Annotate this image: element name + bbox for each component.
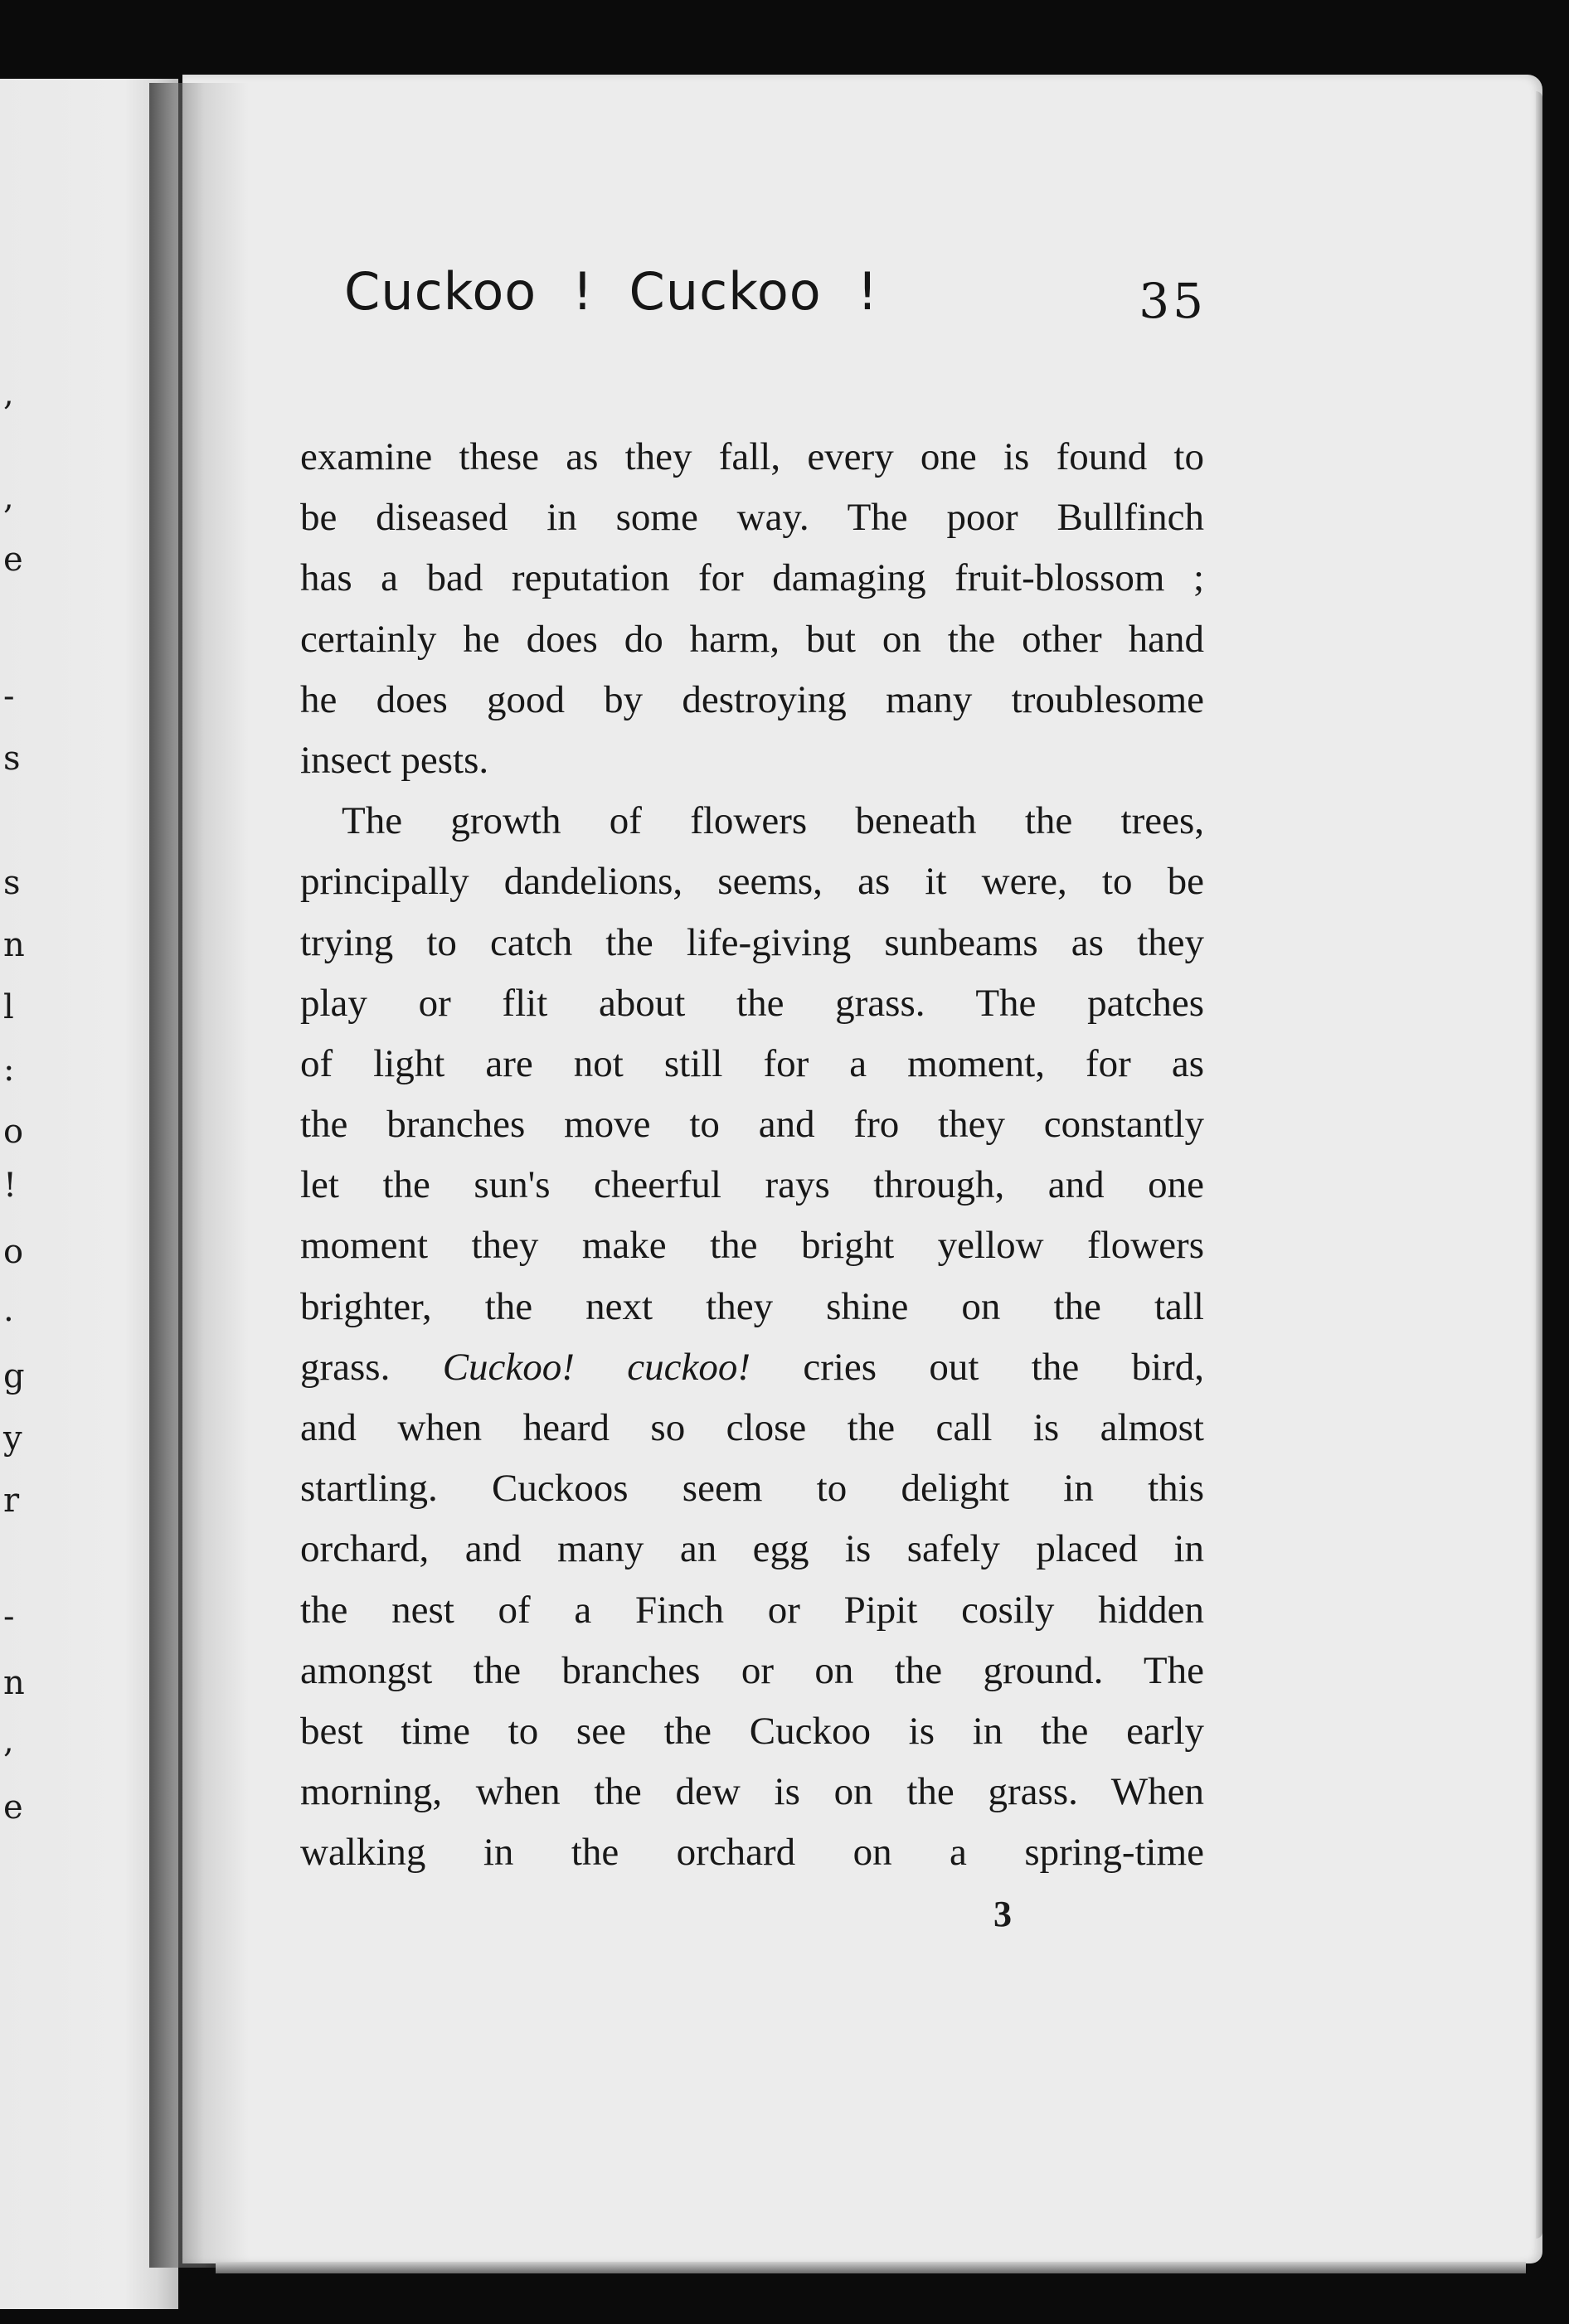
left-page-char: :: [3, 1050, 15, 1089]
left-page-char: ,: [3, 478, 14, 517]
text-fragment: cries out the bird,: [803, 1345, 1204, 1389]
left-page-char: l: [3, 988, 14, 1026]
left-page-char: e: [3, 1788, 23, 1827]
text-line: insect pests.: [300, 738, 489, 782]
text-line-with-italic: [300, 1337, 1204, 1398]
text-line: the nest of a Finch or Pipit cosily hidden: [300, 1588, 1204, 1632]
text-line: play or flit about the grass. The patches: [300, 981, 1204, 1025]
left-page-line-endings: [0, 79, 25, 2309]
text-line: let the sun's cheerful rays through, and one: [300, 1163, 1204, 1207]
left-page-char: .: [3, 1291, 14, 1329]
text-line: certainly he does do harm, but on the other hand: [300, 617, 1204, 661]
text-line: moment they make the bright yellow flowers: [300, 1224, 1204, 1268]
text-line: trying to catch the life-giving sunbeams as they: [300, 920, 1204, 964]
text-line: morning, when the dew is on the grass. When: [300, 1770, 1204, 1814]
text-line: be diseased in some way. The poor Bullfinch: [300, 496, 1204, 540]
text-line: startling. Cuckoos seem to delight in this: [300, 1467, 1204, 1511]
left-page-char: r: [3, 1482, 20, 1520]
page-number: 35: [1139, 273, 1207, 329]
text-line: The growth of flowers beneath the trees,: [342, 799, 1204, 843]
page-edge: [1536, 91, 1542, 2239]
body-text: [300, 427, 1204, 1884]
text-line: best time to see the Cuckoo is in the early: [300, 1709, 1204, 1753]
left-page-char: g: [3, 1357, 25, 1395]
left-page-char: -: [3, 677, 15, 716]
signature-mark: 3: [993, 1894, 1012, 1934]
left-page-char: n: [3, 926, 25, 964]
italic-cuckoo-call: Cuckoo! cuckoo!: [442, 1345, 750, 1389]
left-page-char: !: [3, 1167, 17, 1205]
text-line: brighter, the next they shine on the tall: [300, 1284, 1204, 1328]
text-fragment: grass.: [300, 1345, 391, 1389]
left-page-char: s: [3, 740, 21, 778]
text-line: principally dandelions, seems, as it were, to be: [300, 860, 1204, 904]
left-page-char: ,: [3, 375, 14, 413]
text-line: the branches move to and fro they constantly: [300, 1103, 1204, 1147]
left-page-char: y: [3, 1419, 22, 1458]
left-page-char: o: [3, 1233, 24, 1271]
text-line: walking in the orchard on a spring-time: [300, 1831, 1204, 1875]
gutter-shadow: [149, 83, 249, 2268]
page-bottom-edge: [216, 2262, 1526, 2273]
running-head: [344, 261, 1207, 344]
running-title: Cuckoo ! Cuckoo !: [344, 261, 879, 322]
text-line: orchard, and many an egg is safely placed in: [300, 1527, 1204, 1571]
text-line: of light are not still for a moment, for as: [300, 1041, 1204, 1085]
left-page-char: e: [3, 541, 23, 579]
text-line: has a bad reputation for damaging fruit-blossom ;: [300, 556, 1204, 600]
text-line: amongst the branches or on the ground. The: [300, 1648, 1204, 1692]
text-line: and when heard so close the call is almost: [300, 1406, 1204, 1449]
left-page-char: n: [3, 1664, 25, 1702]
left-page-char: s: [3, 864, 21, 902]
text-line: examine these as they fall, every one is found to: [300, 435, 1204, 478]
left-page-char: -: [3, 1598, 15, 1636]
text-line: he does good by destroying many troublesome: [300, 677, 1204, 721]
left-page-char: ,: [3, 1722, 14, 1760]
left-page-char: o: [3, 1113, 24, 1151]
